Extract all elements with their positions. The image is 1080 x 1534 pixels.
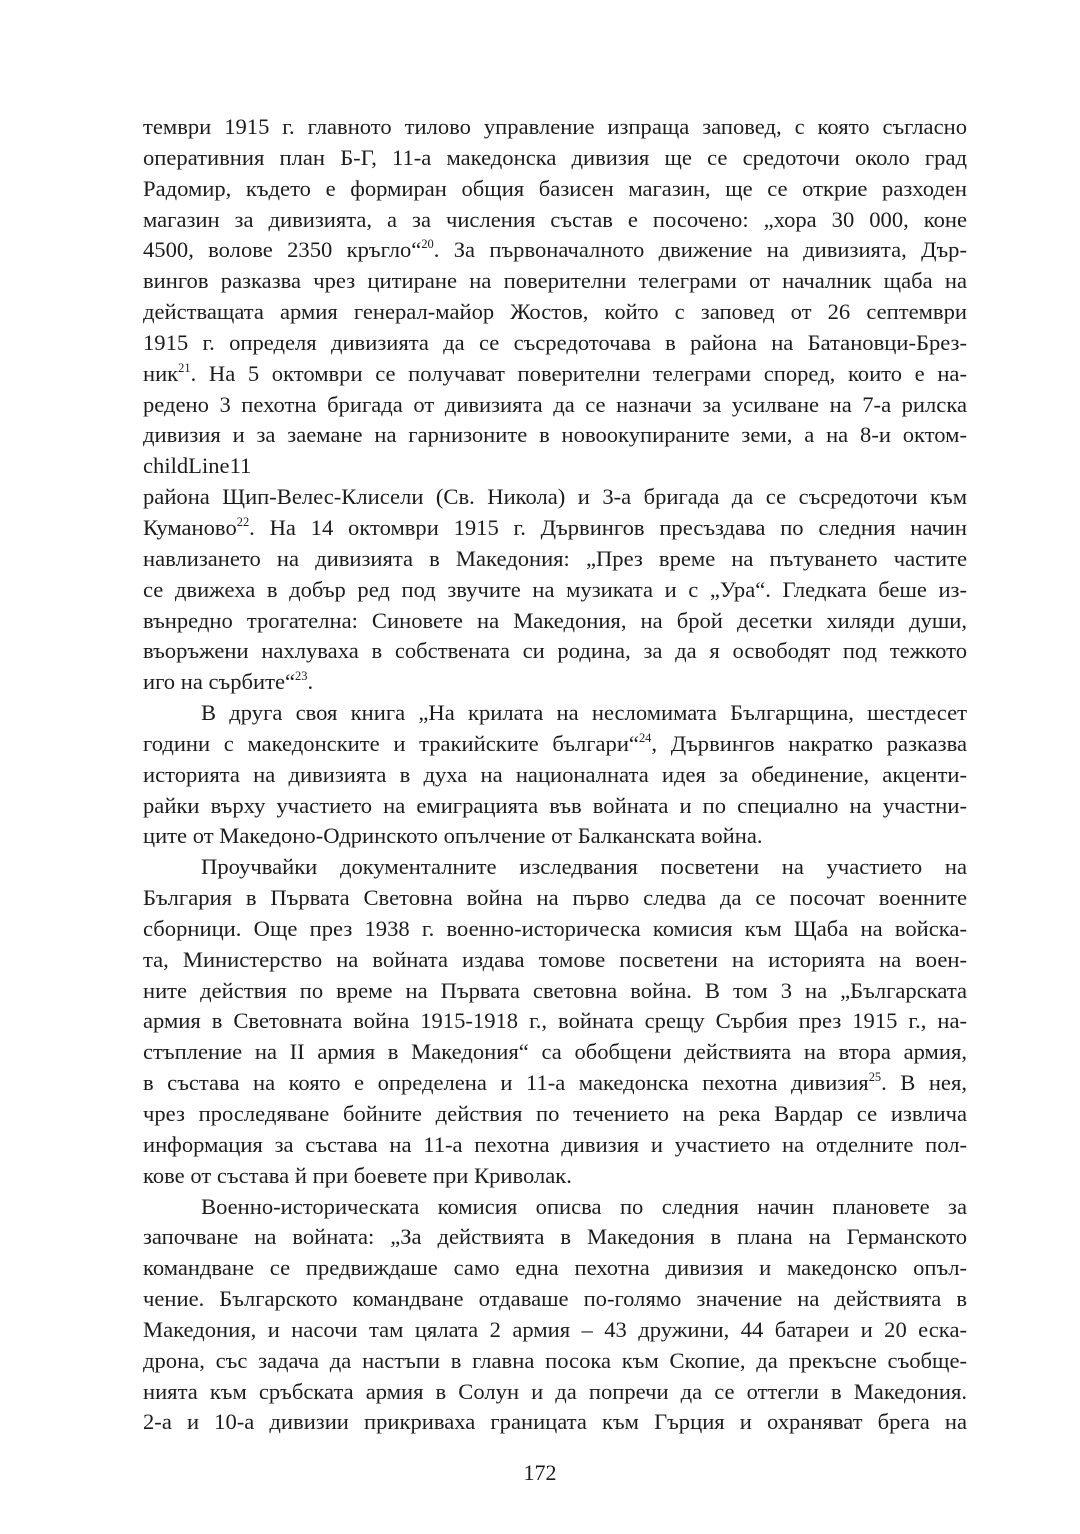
line-text: оперативния план Б-Г, 11-а македонска дивизия ще се средоточи около град	[143, 144, 967, 170]
line-text: ник	[143, 360, 179, 386]
line-text: кове от състава й при боевете при Криволак.	[143, 1162, 572, 1188]
text-line	[143, 390, 967, 421]
line-text: командване се предвиждаше само една пехотна дивизия и македонско опъл-	[143, 1255, 967, 1281]
line-text: информация за състава на 11-а пехотна дивизия и участието на отделните пол-	[143, 1131, 967, 1157]
line-text-continued: . На 14 октомври 1915 г. Дървингов пресъздава по следния начин	[249, 514, 967, 540]
footnote-ref: 23	[295, 669, 308, 684]
text-line	[143, 1006, 967, 1037]
text-line	[143, 1192, 967, 1223]
text-line	[143, 791, 967, 822]
line-text-continued: . На 5 октомври се получават поверителни телеграми според, които е на-	[190, 360, 967, 386]
line-text-continued: . За първоначалното движение на дивизията, Дър-	[433, 237, 967, 263]
text-line	[143, 636, 967, 667]
line-text: В друга своя книга „На крилата на несломимата Българщина, шестдесет	[201, 700, 967, 726]
line-text: дрона, със задача да настъпи в главна посока към Скопие, да прекъсне съобще-	[143, 1347, 967, 1373]
line-text: та, Министерство на войната издава томове посветени на историята на воен-	[143, 946, 967, 972]
footnote-ref: 21	[178, 360, 191, 375]
line-text-continued: , Дървингов накратко разказва	[651, 730, 967, 756]
line-text: действащата армия генерал-майор Жостов, който с заповед от 26 септември	[143, 299, 967, 325]
text-line	[143, 729, 967, 760]
line-text-continued: . В нея,	[881, 1070, 967, 1096]
text-line	[143, 143, 967, 174]
text-line	[143, 359, 967, 390]
line-text: Проучвайки документалните изследвания посветени на участието на	[201, 854, 967, 880]
text-line	[143, 451, 967, 482]
text-line	[143, 1407, 967, 1438]
line-text: вънредно трогателна: Синовете на Македония, на брой десетки хиляди души,	[143, 607, 967, 633]
text-line	[143, 606, 967, 637]
line-text: Радомир, където е формиран общия базисен магазин, ще се открие разходен	[143, 175, 967, 201]
text-line	[143, 1161, 967, 1192]
line-text: childLine11	[143, 453, 252, 479]
text-line	[143, 174, 967, 205]
line-text: чение. Българското командване отдаваше по-голямо значение на действията в	[143, 1286, 967, 1312]
text-line	[143, 1253, 967, 1284]
text-line	[143, 1315, 967, 1346]
line-text: Военно-историческата комисия описва по следния начин плановете за	[201, 1193, 967, 1219]
line-text: историята на дивизията в духа на националната идея за обединение, акценти-	[143, 761, 967, 787]
text-line	[143, 667, 967, 698]
text-line	[143, 482, 967, 513]
footnote-ref: 25	[868, 1070, 882, 1085]
line-text: 1915 г. определя дивизията да се съсредоточава в района на Батановци-Брез-	[143, 329, 967, 355]
text-line	[143, 976, 967, 1007]
text-line	[143, 1284, 967, 1315]
line-text: се движеха в добър ред под звучите на музиката и с „Ура“. Гледката беше из-	[143, 576, 967, 602]
line-text: 4500, волове 2350 кръгло“	[143, 237, 422, 263]
line-text-continued: .	[307, 669, 314, 695]
footnote-ref: 24	[638, 730, 652, 745]
text-line	[143, 328, 967, 359]
text-line	[143, 1377, 967, 1408]
line-text: Куманово	[143, 514, 237, 540]
text-line	[143, 698, 967, 729]
line-text: нията към сръбската армия в Солун и да попречи да се оттегли в Македония.	[143, 1378, 967, 1404]
text-line	[143, 1346, 967, 1377]
text-line	[143, 760, 967, 791]
text-line	[143, 821, 967, 852]
line-text: армия в Световната война 1915-1918 г., войната срещу Сърбия през 1915 г., на-	[143, 1008, 967, 1034]
footnote-ref: 20	[421, 237, 434, 252]
line-text: тември 1915 г. главното тилово управление изпраща заповед, с която съгласно	[143, 114, 967, 139]
line-text: иго на сърбите“	[143, 669, 296, 695]
text-line	[143, 205, 967, 236]
line-text: редено 3 пехотна бригада от дивизията да се назначи за усилване на 7-а рилска	[143, 391, 967, 417]
text-line	[143, 945, 967, 976]
line-text: дивизия и за заемане на гарнизоните в новоокупираните земи, а на 8-и октом-	[143, 422, 967, 448]
text-line	[143, 1130, 967, 1161]
line-text: въоръжени нахлуваха в собствената си родина, за да я освободят под тежкото	[143, 638, 967, 664]
line-text: райки върху участието на емиграцията във войната и по специално на участни-	[143, 792, 967, 818]
line-text: започване на войната: „За действията в Македония в плана на Германското	[143, 1224, 967, 1250]
text-line	[143, 235, 967, 266]
line-text: България в Първата Световна война на първо следва да се посочат военните	[143, 885, 967, 911]
line-text: стъпление на II армия в Македония“ са обобщени действията на втора армия,	[143, 1039, 967, 1065]
text-line	[143, 420, 967, 451]
line-text: сборници. Още през 1938 г. военно-историческа комисия към Щаба на войска-	[143, 915, 967, 941]
text-line	[143, 883, 967, 914]
line-text: чрез проследяване бойните действия по течението на река Вардар се извлича	[143, 1101, 967, 1126]
text-line	[143, 1068, 967, 1099]
text-line	[143, 112, 967, 143]
text-line	[143, 1099, 967, 1130]
text-line	[143, 266, 967, 297]
text-line	[143, 852, 967, 883]
text-line	[143, 297, 967, 328]
line-text: години с македонските и тракийските българи“	[143, 730, 639, 756]
line-text: Македония, и насочи там цялата 2 армия – 43 дружини, 44 батареи и 20 еска-	[143, 1316, 967, 1342]
line-text: вингов разказва чрез цитиране на поверителни телеграми от началник щаба на	[143, 268, 967, 294]
line-text: навлизането на дивизията в Македония: „През време на пътуването частите	[143, 545, 967, 571]
text-line	[143, 1222, 967, 1253]
text-line	[143, 544, 967, 575]
line-text: ците от Македоно-Одринското опълчение от Балканската война.	[143, 823, 763, 849]
text-line	[143, 513, 967, 544]
text-line	[143, 1037, 967, 1068]
text-line	[143, 914, 967, 945]
page-number: 172	[523, 1460, 557, 1485]
body-text	[143, 112, 967, 1438]
line-text: магазин за дивизията, а за числения състав е посочено: „хора 30 000, коне	[143, 206, 967, 232]
line-text: 2-а и 10-а дивизии прикриваха границата към Гърция и охраняват брега на	[143, 1409, 967, 1435]
line-text: района Щип-Велес-Клисели (Св. Никола) и 3-а бригада да се съсредоточи към	[143, 484, 967, 510]
line-text: ните действия по време на Първата световна война. В том 3 на „Българската	[143, 977, 967, 1003]
text-line	[143, 575, 967, 606]
footnote-ref: 22	[236, 515, 250, 530]
line-text: в състава на която е определена и 11-а македонска пехотна дивизия	[143, 1070, 869, 1096]
